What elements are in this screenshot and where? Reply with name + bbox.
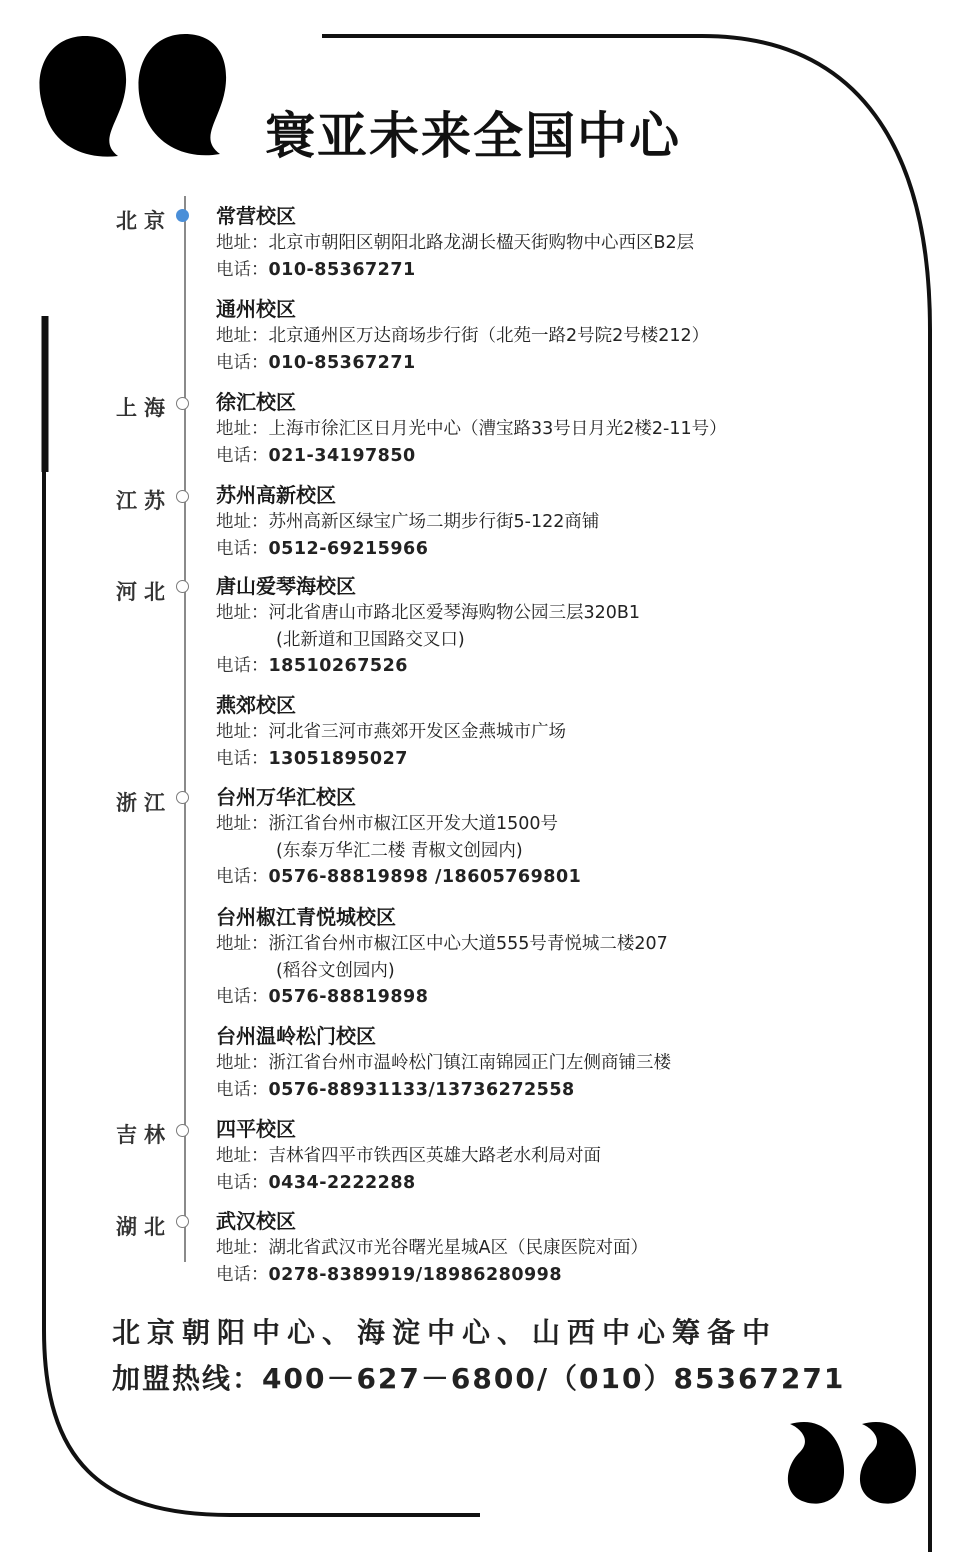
phone-value: 0576-88819898 [268, 987, 429, 1007]
campus-phone [216, 984, 896, 1011]
campus-address [216, 1050, 896, 1077]
address-value: 苏州高新区绿宝广场二期步行街5-122商铺 [268, 512, 600, 532]
campus-phone [216, 257, 896, 284]
address-label: 地址： [216, 326, 269, 346]
address-value: 河北省三河市燕郊开发区金燕城市广场 [268, 722, 566, 742]
campus-name: 通州校区 [216, 297, 296, 321]
phone-value: 0434-2222288 [268, 1172, 416, 1193]
campus-name: 苏州高新校区 [216, 483, 336, 507]
campus-entry [216, 296, 896, 376]
campus-phone [216, 746, 896, 773]
campus-entry [216, 784, 896, 891]
campus-name: 台州万华汇校区 [216, 785, 356, 809]
address-value: 北京市朝阳区朝阳北路龙湖长楹天街购物中心西区B2层 [268, 233, 695, 253]
timeline-dot [176, 1124, 189, 1137]
address-label: 地址： [216, 233, 269, 253]
phone-label: 电话： [216, 987, 269, 1007]
campus-name: 武汉校区 [216, 1209, 296, 1233]
campus-name: 燕郊校区 [216, 693, 296, 717]
region-label: 上海 [116, 396, 172, 420]
phone-label: 电话： [216, 1079, 269, 1100]
campus-name: 徐汇校区 [216, 390, 296, 414]
open-quote-icon [39, 34, 226, 157]
campus-entry [216, 482, 896, 562]
address-label: 地址： [216, 512, 269, 532]
campus-name: 四平校区 [216, 1117, 296, 1141]
campus-name: 常营校区 [216, 204, 296, 228]
address-value: 浙江省台州市椒江区中心大道555号青悦城二楼207 [268, 934, 668, 954]
region-label: 吉林 [116, 1123, 172, 1147]
phone-label: 电话： [216, 445, 269, 466]
address-value: 吉林省四平市铁西区英雄大路老水利局对面 [268, 1146, 601, 1166]
campus-entry [216, 573, 896, 680]
campus-address [216, 719, 896, 746]
campus-address [216, 416, 896, 443]
phone-label: 电话： [216, 1172, 269, 1193]
campus-name: 台州温岭松门校区 [216, 1024, 376, 1048]
address-value: 北京通州区万达商场步行街（北苑一路2号院2号楼212） [268, 326, 710, 346]
address-value: 上海市徐汇区日月光中心（漕宝路33号日月光2楼2-11号） [268, 419, 727, 439]
address-label: 地址： [216, 603, 269, 623]
phone-label: 电话： [216, 867, 269, 887]
phone-value: 0278-8389919/18986280998 [268, 1264, 563, 1285]
campus-phone [216, 443, 896, 470]
timeline-dot [176, 1215, 189, 1228]
address-value: 浙江省台州市椒江区开发大道1500号 [268, 814, 559, 834]
close-quote-icon [788, 1422, 916, 1504]
timeline-line [184, 196, 186, 1262]
phone-label: 电话： [216, 748, 269, 769]
campus-address [216, 600, 896, 627]
address-continuation: (稻谷文创园内) [276, 960, 395, 981]
campus-name: 唐山爱琴海校区 [216, 574, 356, 598]
phone-value: 0576-88931133/13736272558 [268, 1079, 575, 1100]
address-label: 地址： [216, 1238, 269, 1258]
campus-entry [216, 1208, 896, 1288]
campus-address [216, 509, 896, 536]
campus-entry [216, 203, 896, 283]
campus-phone [216, 350, 896, 377]
timeline-dot-active [176, 209, 189, 222]
campus-entry [216, 389, 896, 469]
phone-value: 13051895027 [268, 748, 408, 769]
region-label: 河北 [116, 580, 172, 604]
address-continuation: (北新道和卫国路交叉口) [276, 629, 465, 650]
phone-value: 0512-69215966 [268, 538, 429, 559]
campus-entry [216, 1116, 896, 1196]
phone-value: 0576-88819898 /18605769801 [268, 867, 582, 887]
phone-value: 021-34197850 [268, 445, 416, 466]
phone-value: 18510267526 [268, 656, 408, 676]
campus-phone [216, 1077, 896, 1104]
timeline-dot [176, 490, 189, 503]
campus-entry [216, 692, 896, 772]
campus-phone [216, 864, 896, 891]
phone-label: 电话： [216, 656, 269, 676]
address-label: 地址： [216, 722, 269, 742]
franchise-hotline: 加盟热线：400－627－6800/（010）85367271 [112, 1362, 846, 1395]
phone-label: 电话： [216, 259, 269, 280]
region-label: 湖北 [116, 1215, 172, 1239]
campus-address [216, 1235, 896, 1262]
address-value: 浙江省台州市温岭松门镇江南锦园正门左侧商铺三楼 [268, 1053, 671, 1073]
phone-value: 010-85367271 [268, 259, 416, 280]
campus-entry [216, 1023, 896, 1103]
address-label: 地址： [216, 814, 269, 834]
timeline-dot [176, 397, 189, 410]
timeline-dot [176, 580, 189, 593]
address-continuation: (东泰万华汇二楼 青椒文创园内) [276, 840, 523, 861]
address-label: 地址： [216, 934, 269, 954]
region-label: 江苏 [116, 489, 172, 513]
campus-address [216, 230, 896, 257]
campus-address [216, 811, 896, 838]
campus-address [216, 1143, 896, 1170]
phone-label: 电话： [216, 352, 269, 373]
campus-phone [216, 536, 896, 563]
phone-value: 010-85367271 [268, 352, 416, 373]
phone-label: 电话： [216, 1264, 269, 1285]
page-title: 寰亚未来全国中心 [265, 107, 681, 165]
campus-phone [216, 653, 896, 680]
region-label: 浙江 [116, 791, 172, 815]
region-label: 北京 [116, 209, 172, 233]
address-label: 地址： [216, 419, 269, 439]
campus-address [216, 323, 896, 350]
upcoming-centers: 北京朝阳中心、海淀中心、山西中心筹备中 [112, 1316, 778, 1349]
campus-address [216, 931, 896, 958]
address-label: 地址： [216, 1053, 269, 1073]
campus-phone [216, 1262, 896, 1289]
address-value: 湖北省武汉市光谷曙光星城A区（民康医院对面） [268, 1238, 648, 1258]
campus-phone [216, 1170, 896, 1197]
phone-label: 电话： [216, 538, 269, 559]
campus-name: 台州椒江青悦城校区 [216, 905, 396, 929]
address-label: 地址： [216, 1146, 269, 1166]
address-value: 河北省唐山市路北区爱琴海购物公园三层320B1 [268, 603, 641, 623]
timeline-dot [176, 791, 189, 804]
campus-entry [216, 904, 896, 1011]
